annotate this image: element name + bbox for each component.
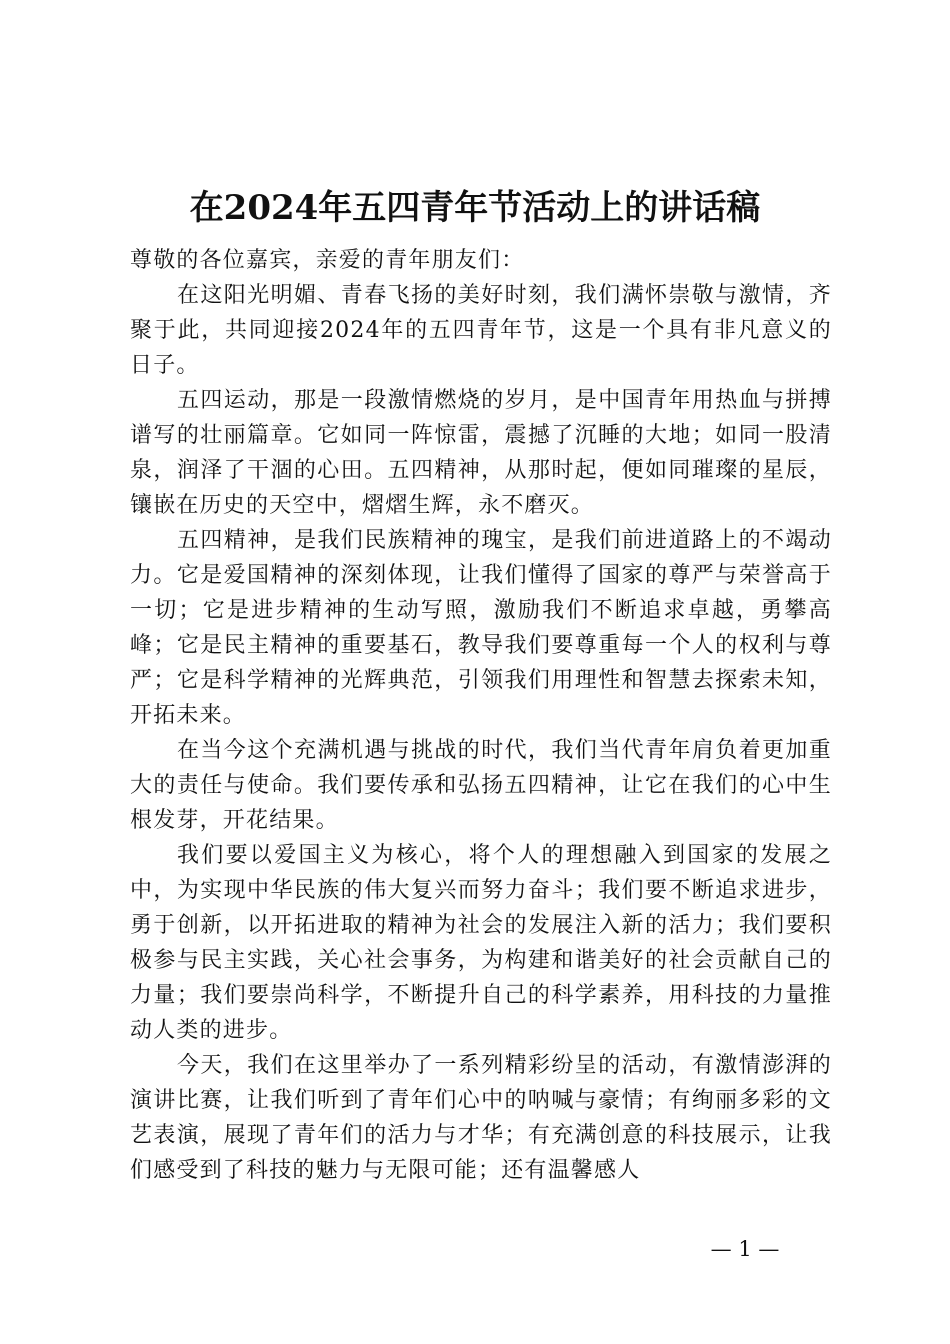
paragraph-6: 今天，我们在这里举办了一系列精彩纷呈的活动，有激情澎湃的演讲比赛，让我们听到了青年们心中的呐喊与豪情；有绚丽多彩的文艺表演，展现了青年们的活力与才华；有充满创意的科技展示，让我们感受到了科技的魅力与无限可能；还有温馨感人 [130, 1053, 832, 1183]
salutation: 尊敬的各位嘉宾，亲爱的青年朋友们： [130, 248, 525, 273]
page-number: — 1 — [710, 1237, 780, 1261]
paragraph-2: 五四运动，那是一段激情燃烧的岁月，是中国青年用热血与拼搏谱写的壮丽篇章。它如同一阵惊雷，震撼了沉睡的大地；如同一股清泉，润泽了干涸的心田。五四精神，从那时起，便如同璀璨的星辰，镶嵌在历史的天空中，熠熠生辉，永不磨灭。 [130, 388, 832, 518]
paragraph-3: 五四精神，是我们民族精神的瑰宝，是我们前进道路上的不竭动力。它是爱国精神的深刻体现，让我们懂得了国家的尊严与荣誉高于一切；它是进步精神的生动写照，激励我们不断追求卓越，勇攀高峰；它是民主精神的重要基石，教导我们要尊重每一个人的权利与尊严；它是科学精神的光辉典范，引领我们用理性和智慧去探索未知，开拓未来。 [130, 528, 832, 728]
document-body [130, 243, 832, 1188]
paragraph-4: 在当今这个充满机遇与挑战的时代，我们当代青年肩负着更加重大的责任与使命。我们要传承和弘扬五四精神，让它在我们的心中生根发芽，开花结果。 [130, 738, 832, 833]
paragraph-5: 我们要以爱国主义为核心，将个人的理想融入到国家的发展之中，为实现中华民族的伟大复兴而努力奋斗；我们要不断追求进步，勇于创新，以开拓进取的精神为社会的发展注入新的活力；我们要积极参与民主实践，关心社会事务，为构建和谐美好的社会贡献自己的力量；我们要崇尚科学，不断提升自己的科学素养，用科技的力量推动人类的进步。 [130, 843, 832, 1043]
document-title: 在2024年五四青年节活动上的讲话稿 [189, 188, 761, 228]
paragraph-1: 在这阳光明媚、青春飞扬的美好时刻，我们满怀崇敬与激情，齐聚于此，共同迎接2024年的五四青年节，这是一个具有非凡意义的日子。 [130, 283, 832, 378]
